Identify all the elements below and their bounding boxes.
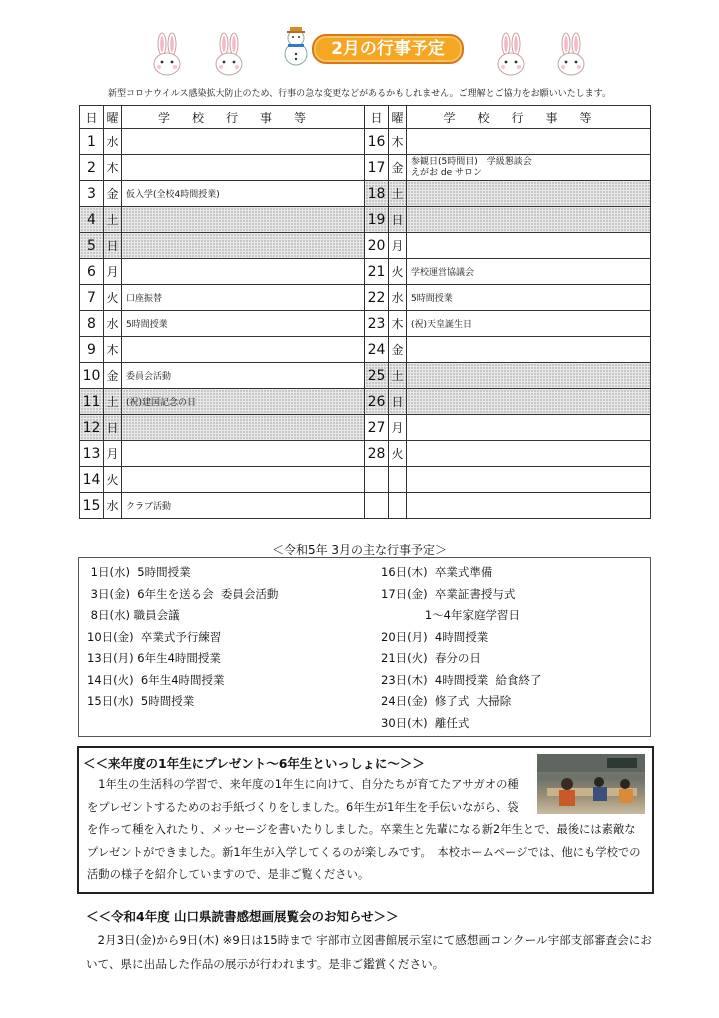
weekday: 木 bbox=[389, 129, 407, 155]
bunny-icon bbox=[556, 32, 586, 76]
calendar-row bbox=[80, 155, 651, 181]
event-cell: 仮入学(全校4時間授業) bbox=[122, 181, 365, 207]
weekday bbox=[389, 493, 407, 519]
march-event: 1日(水) 5時間授業 bbox=[87, 565, 191, 579]
event-cell bbox=[122, 415, 365, 441]
weekday: 火 bbox=[104, 285, 122, 311]
day-number: 16 bbox=[365, 129, 389, 155]
event-cell: 学校運営協議会 bbox=[407, 259, 651, 285]
weekday: 土 bbox=[389, 363, 407, 389]
col-weekday-header: 曜 bbox=[389, 106, 407, 129]
bunny-icon bbox=[496, 32, 526, 76]
weekday: 木 bbox=[104, 337, 122, 363]
event-cell bbox=[407, 337, 651, 363]
day-number: 2 bbox=[80, 155, 104, 181]
march-event: 16日(木) 卒業式準備 bbox=[381, 565, 493, 579]
march-event: 10日(金) 卒業式予行練習 bbox=[87, 629, 222, 644]
day-number: 6 bbox=[80, 259, 104, 285]
classroom-photo bbox=[537, 754, 645, 814]
weekday: 日 bbox=[104, 233, 122, 259]
march-schedule bbox=[78, 557, 651, 737]
day-number: 15 bbox=[80, 493, 104, 519]
calendar-row bbox=[80, 337, 651, 363]
event-cell: 口座振替 bbox=[122, 285, 365, 311]
weekday: 日 bbox=[389, 389, 407, 415]
weekday: 木 bbox=[104, 155, 122, 181]
event-cell: クラブ活動 bbox=[122, 493, 365, 519]
weekday: 水 bbox=[104, 493, 122, 519]
col-day-header: 日 bbox=[80, 106, 104, 129]
day-number: 22 bbox=[365, 285, 389, 311]
march-left-column bbox=[87, 562, 278, 713]
weekday: 金 bbox=[389, 337, 407, 363]
calendar-row bbox=[80, 311, 651, 337]
weekday: 金 bbox=[104, 363, 122, 389]
day-number: 14 bbox=[80, 467, 104, 493]
calendar-row bbox=[80, 441, 651, 467]
day-number bbox=[365, 467, 389, 493]
news-body: 1年生の生活科の学習で、来年度の1年生に向けて、自分たちが育てたアサガオの種をプレゼントするためのお手紙づくりをしました。6年生が1年生を手伝いながら、袋を作って種を入れたり、メッセージを書いたりしました。卒業生と先輩になる新2年生とで、最後には素敵なプレゼントができました。新1年生が入学してくるのが楽しみです。 本校ホームページでは、他にも学校での活動の様子を紹介していますので、是非ご覧ください。 bbox=[87, 778, 641, 882]
event-cell bbox=[122, 441, 365, 467]
day-number: 26 bbox=[365, 389, 389, 415]
day-number: 7 bbox=[80, 285, 104, 311]
march-event: 15日(水) 5時間授業 bbox=[87, 694, 195, 708]
calendar-row bbox=[80, 259, 651, 285]
col-events-header: 学校行事等 bbox=[407, 106, 651, 129]
event-cell bbox=[407, 389, 651, 415]
weekday: 水 bbox=[104, 311, 122, 337]
day-number: 12 bbox=[80, 415, 104, 441]
weekday bbox=[389, 467, 407, 493]
event-cell: 5時間授業 bbox=[122, 311, 365, 337]
day-number: 21 bbox=[365, 259, 389, 285]
weekday: 火 bbox=[389, 441, 407, 467]
page-title: 2月の行事予定 bbox=[312, 34, 464, 64]
day-number: 17 bbox=[365, 155, 389, 181]
classroom-photo-image bbox=[537, 754, 645, 814]
weekday: 火 bbox=[389, 259, 407, 285]
calendar-header-row bbox=[80, 106, 651, 129]
weekday: 日 bbox=[389, 207, 407, 233]
event-cell bbox=[407, 155, 651, 181]
event-text: えがお de サロン bbox=[411, 167, 482, 178]
calendar-row bbox=[80, 207, 651, 233]
notice-text: 新型コロナウイルス感染拡大防止のため、行事の急な変更などがあるかもしれません。ご理解とご協力をお願いいたします。 bbox=[108, 89, 611, 99]
day-number: 13 bbox=[80, 441, 104, 467]
event-cell: 委員会活動 bbox=[122, 363, 365, 389]
weekday: 月 bbox=[104, 441, 122, 467]
bunny-icon bbox=[214, 32, 244, 76]
day-number bbox=[365, 493, 389, 519]
event-cell bbox=[122, 337, 365, 363]
weekday: 金 bbox=[104, 181, 122, 207]
day-number: 18 bbox=[365, 181, 389, 207]
day-number: 20 bbox=[365, 233, 389, 259]
day-number: 27 bbox=[365, 415, 389, 441]
event-cell bbox=[407, 467, 651, 493]
day-number: 23 bbox=[365, 311, 389, 337]
event-cell bbox=[407, 441, 651, 467]
day-number: 8 bbox=[80, 311, 104, 337]
weekday: 日 bbox=[104, 415, 122, 441]
calendar-row bbox=[80, 233, 651, 259]
news-title: ＜＜来年度の1年生にプレゼント～6年生といっしょに～＞＞ bbox=[83, 756, 425, 771]
event-cell bbox=[407, 181, 651, 207]
day-number: 28 bbox=[365, 441, 389, 467]
march-event: 24日(金) 修了式 大掃除 bbox=[381, 694, 512, 708]
march-event: 23日(木) 4時間授業 給食終了 bbox=[381, 672, 542, 687]
day-number: 9 bbox=[80, 337, 104, 363]
weekday: 月 bbox=[389, 233, 407, 259]
event-cell: (祝)天皇誕生日 bbox=[407, 311, 651, 337]
weekday: 木 bbox=[389, 311, 407, 337]
calendar-row bbox=[80, 181, 651, 207]
day-number: 19 bbox=[365, 207, 389, 233]
event-cell bbox=[407, 415, 651, 441]
calendar-row bbox=[80, 129, 651, 155]
day-number: 5 bbox=[80, 233, 104, 259]
weekday: 金 bbox=[389, 155, 407, 181]
weekday: 水 bbox=[104, 129, 122, 155]
event-cell bbox=[407, 207, 651, 233]
event-cell bbox=[122, 155, 365, 181]
february-calendar bbox=[79, 105, 651, 519]
news-box bbox=[77, 746, 654, 894]
calendar-row bbox=[80, 389, 651, 415]
weekday: 火 bbox=[104, 467, 122, 493]
event-cell bbox=[407, 493, 651, 519]
event-text: 参観日(5時間目) 学級懇談会 bbox=[411, 156, 532, 167]
news-body-wrap bbox=[87, 774, 643, 887]
exhibit-title: ＜＜令和4年度 山口県読書感想画展覧会のお知らせ＞＞ bbox=[86, 909, 399, 924]
event-cell bbox=[122, 467, 365, 493]
weekday: 土 bbox=[389, 181, 407, 207]
march-event: 13日(月) 6年生4時間授業 bbox=[87, 651, 221, 665]
event-cell: (祝)建国記念の日 bbox=[122, 389, 365, 415]
march-event: 3日(金) 6年生を送る会 委員会活動 bbox=[87, 586, 279, 601]
day-number: 11 bbox=[80, 389, 104, 415]
calendar-row bbox=[80, 493, 651, 519]
weekday: 月 bbox=[389, 415, 407, 441]
event-cell bbox=[407, 363, 651, 389]
event-cell bbox=[407, 233, 651, 259]
event-cell bbox=[407, 129, 651, 155]
day-number: 24 bbox=[365, 337, 389, 363]
col-day-header: 日 bbox=[365, 106, 389, 129]
calendar-row bbox=[80, 415, 651, 441]
march-event: 20日(月) 4時間授業 bbox=[381, 629, 489, 644]
march-right-column bbox=[381, 562, 542, 734]
exhibit-body: 2月3日(金)から9日(木) ※9日は15時まで 宇部市立図書館展示室にて感想画コンクール宇部支部審査会において、県に出品した作品の展示が行われます。是非ご鑑賞ください。 bbox=[86, 933, 652, 971]
day-number: 25 bbox=[365, 363, 389, 389]
day-number: 1 bbox=[80, 129, 104, 155]
march-event: 30日(木) 離任式 bbox=[381, 715, 470, 730]
col-events-header: 学校行事等 bbox=[122, 106, 365, 129]
bunny-icon bbox=[152, 32, 182, 76]
calendar-row bbox=[80, 285, 651, 311]
snowman-icon bbox=[276, 24, 316, 66]
event-cell: 5時間授業 bbox=[407, 285, 651, 311]
day-number: 4 bbox=[80, 207, 104, 233]
march-caption: ＜令和5年 3月の主な行事予定＞ bbox=[271, 543, 448, 557]
day-number: 10 bbox=[80, 363, 104, 389]
calendar-row bbox=[80, 363, 651, 389]
event-cell bbox=[122, 207, 365, 233]
event-cell bbox=[122, 259, 365, 285]
day-number: 3 bbox=[80, 181, 104, 207]
weekday: 月 bbox=[104, 259, 122, 285]
col-weekday-header: 曜 bbox=[104, 106, 122, 129]
march-event: 1～4年家庭学習日 bbox=[381, 608, 520, 622]
weekday: 水 bbox=[389, 285, 407, 311]
march-event: 14日(火) 6年生4時間授業 bbox=[87, 672, 225, 687]
weekday: 土 bbox=[104, 207, 122, 233]
march-event: 17日(金) 卒業証書授与式 bbox=[381, 586, 516, 601]
calendar-row bbox=[80, 467, 651, 493]
event-cell bbox=[122, 233, 365, 259]
march-event: 8日(水) 職員会議 bbox=[87, 608, 180, 622]
event-cell bbox=[122, 129, 365, 155]
march-event: 21日(火) 春分の日 bbox=[381, 651, 481, 665]
weekday: 土 bbox=[104, 389, 122, 415]
